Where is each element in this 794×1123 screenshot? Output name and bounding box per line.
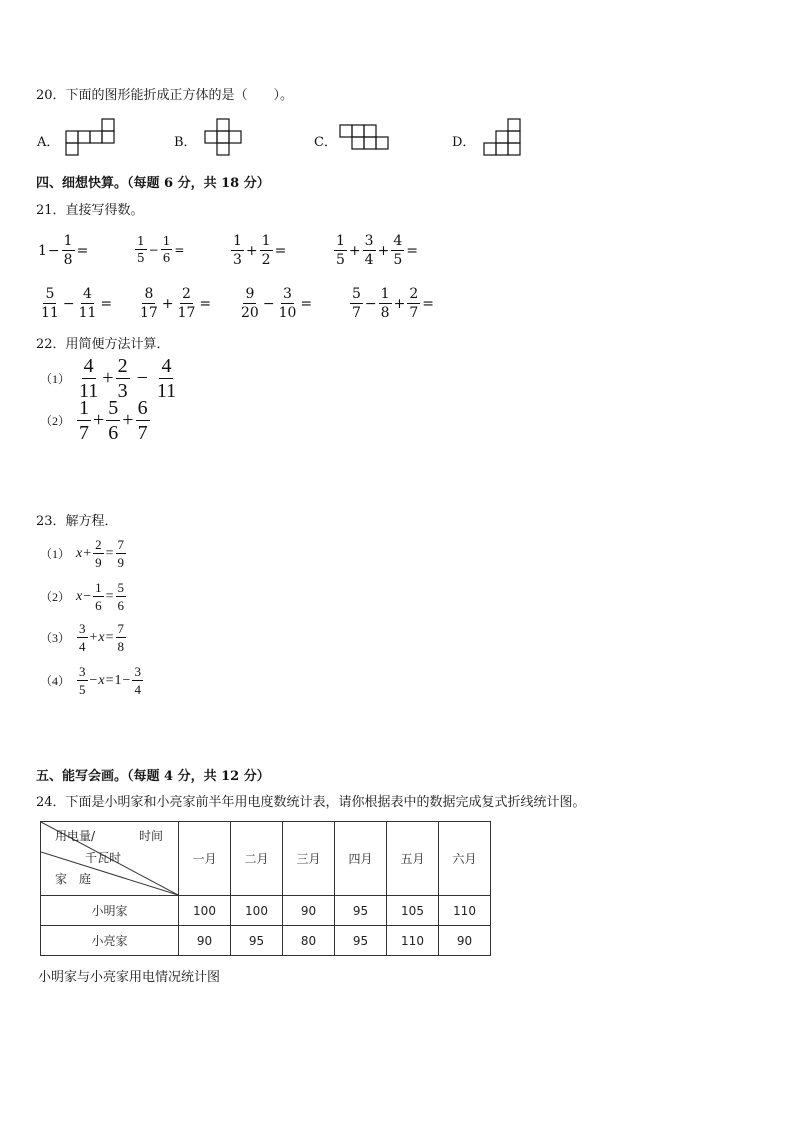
fraction: $\frac{4}{5}$ (393, 233, 403, 268)
section-4-title: 四、细想快算。（每题 6 分，共 18 分） (36, 176, 270, 191)
month-header: 四月 (335, 822, 387, 896)
fraction: $\frac{4}{11}$ (156, 355, 177, 402)
month-header: 三月 (283, 822, 335, 896)
fraction: $\frac{3}{4}$ (134, 664, 141, 697)
usage-cell: 90 (179, 926, 231, 956)
usage-cell: 90 (283, 896, 335, 926)
q20-option-b-label: B． (174, 135, 197, 150)
usage-cell: 95 (335, 926, 387, 956)
usage-cell: 100 (179, 896, 231, 926)
electricity-usage-table (40, 821, 491, 956)
q20-net-d (481, 116, 525, 160)
fraction: $\frac{1}{7}$ (79, 397, 90, 444)
fraction: $\frac{2}{9}$ (95, 537, 102, 570)
table-header-row (41, 822, 491, 896)
q22-expr-1: （1） $\frac{4}{11}$ + $\frac{2}{3}$ − $\frac{4}{11}$ (40, 355, 177, 402)
table-row (41, 926, 491, 956)
q23-equation-2: （2） x − $\frac{1}{6}$ = $\frac{5}{6}$ (40, 580, 125, 613)
fraction: $\frac{4}{11}$ (79, 355, 99, 402)
q21-expr-2: $\frac{1}{5}$ − $\frac{1}{6}$ = (137, 234, 185, 265)
family-name: 小明家 (41, 896, 179, 926)
usage-cell: 80 (283, 926, 335, 956)
month-header: 五月 (387, 822, 439, 896)
fraction: $\frac{1}{8}$ (380, 286, 390, 321)
fraction: $\frac{1}{6}$ (95, 580, 102, 613)
q21-expr-8: $\frac{5}{7}$ − $\frac{1}{8}$ + $\frac{2}{7}$ = (352, 286, 434, 321)
fraction: $\frac{1}{8}$ (63, 233, 73, 268)
fraction: $\frac{7}{9}$ (117, 537, 125, 570)
fraction: $\frac{4}{11}$ (78, 286, 97, 321)
fraction: $\frac{5}{11}$ (41, 286, 59, 321)
month-header: 一月 (179, 822, 231, 896)
q24-text: 24．下面是小明家和小亮家前半年用电度数统计表，请你根据表中的数据完成复式折线统计图。 (36, 795, 586, 810)
usage-cell: 110 (387, 926, 439, 956)
fraction: $\frac{6}{7}$ (137, 397, 148, 444)
fraction: $\frac{2}{7}$ (409, 286, 419, 321)
fraction: $\frac{3}{10}$ (278, 286, 297, 321)
chart-caption: 小明家与小亮家用电情况统计图 (38, 970, 221, 985)
month-header: 二月 (231, 822, 283, 896)
fraction: $\frac{5}{7}$ (352, 286, 361, 321)
q20-net-c (336, 121, 392, 153)
header-time-label: 时间 (139, 829, 164, 843)
fraction: $\frac{1}{3}$ (233, 233, 242, 268)
table-row (41, 896, 491, 926)
fraction: $\frac{1}{5}$ (336, 233, 345, 268)
q21-expr-6: $\frac{8}{17}$ + $\frac{2}{17}$ = (140, 286, 212, 321)
usage-cell: 105 (387, 896, 439, 926)
fraction: $\frac{5}{6}$ (117, 580, 125, 613)
fraction: $\frac{1}{2}$ (261, 233, 271, 268)
usage-cell: 95 (231, 926, 283, 956)
fraction: $\frac{3}{5}$ (79, 664, 86, 697)
q23-equation-3: （3） $\frac{3}{4}$ + x = $\frac{7}{8}$ (40, 621, 125, 654)
q23-equation-1: （1） x + $\frac{2}{9}$ = $\frac{7}{9}$ (40, 537, 125, 570)
table-diagonal-header (41, 822, 179, 896)
fraction: $\frac{3}{4}$ (79, 621, 86, 654)
q20-net-a (64, 118, 118, 158)
header-usage-label: 用电量/ (55, 829, 96, 843)
fraction: $\frac{9}{20}$ (241, 286, 259, 321)
q20-net-b (202, 118, 246, 158)
q20-option-d-label: D． (452, 135, 476, 150)
fraction: $\frac{3}{4}$ (364, 233, 374, 268)
fraction: $\frac{7}{8}$ (117, 621, 125, 654)
q20-option-a-label: A． (37, 135, 60, 150)
q22-expr-2: （2） $\frac{1}{7}$ + $\frac{5}{6}$ + $\frac{6}{7}$ (40, 397, 148, 444)
q20-text: 20．下面的图形能折成正方体的是（ ）。 (36, 88, 294, 103)
fraction: $\frac{2}{3}$ (117, 355, 128, 402)
header-unit-label: 千瓦时 (85, 851, 122, 865)
q20-option-c-label: C． (314, 135, 337, 150)
usage-cell: 100 (231, 896, 283, 926)
fraction: $\frac{5}{6}$ (108, 397, 119, 444)
q21-expr-1: 1 − $\frac{1}{8}$ = (38, 233, 89, 268)
usage-cell: 95 (335, 896, 387, 926)
q23-equation-4: （4） $\frac{3}{5}$ − x = 1 − $\frac{3}{4}$ (40, 664, 141, 697)
q21-text: 21．直接写得数。 (36, 203, 144, 218)
fraction: $\frac{1}{6}$ (162, 234, 171, 265)
q23-text: 23．解方程． (36, 514, 118, 529)
q21-expr-4: $\frac{1}{5}$ + $\frac{3}{4}$ + $\frac{4}{5}$ = (336, 233, 418, 268)
month-header: 六月 (439, 822, 491, 896)
header-family-label: 家 庭 (55, 872, 92, 886)
section-5-title: 五、能写会画。（每题 4 分，共 12 分） (36, 769, 270, 784)
fraction: $\frac{1}{5}$ (137, 234, 145, 265)
q21-expr-7: $\frac{9}{20}$ − $\frac{3}{10}$ = (241, 286, 313, 321)
fraction: $\frac{2}{17}$ (177, 286, 196, 321)
q21-expr-3: $\frac{1}{3}$ + $\frac{1}{2}$ = (233, 233, 287, 268)
q21-expr-5: $\frac{5}{11}$ − $\frac{4}{11}$ = (41, 286, 113, 321)
usage-cell: 90 (439, 926, 491, 956)
usage-cell: 110 (439, 896, 491, 926)
q22-text: 22．用简便方法计算． (36, 337, 170, 352)
family-name: 小亮家 (41, 926, 179, 956)
fraction: $\frac{8}{17}$ (140, 286, 158, 321)
